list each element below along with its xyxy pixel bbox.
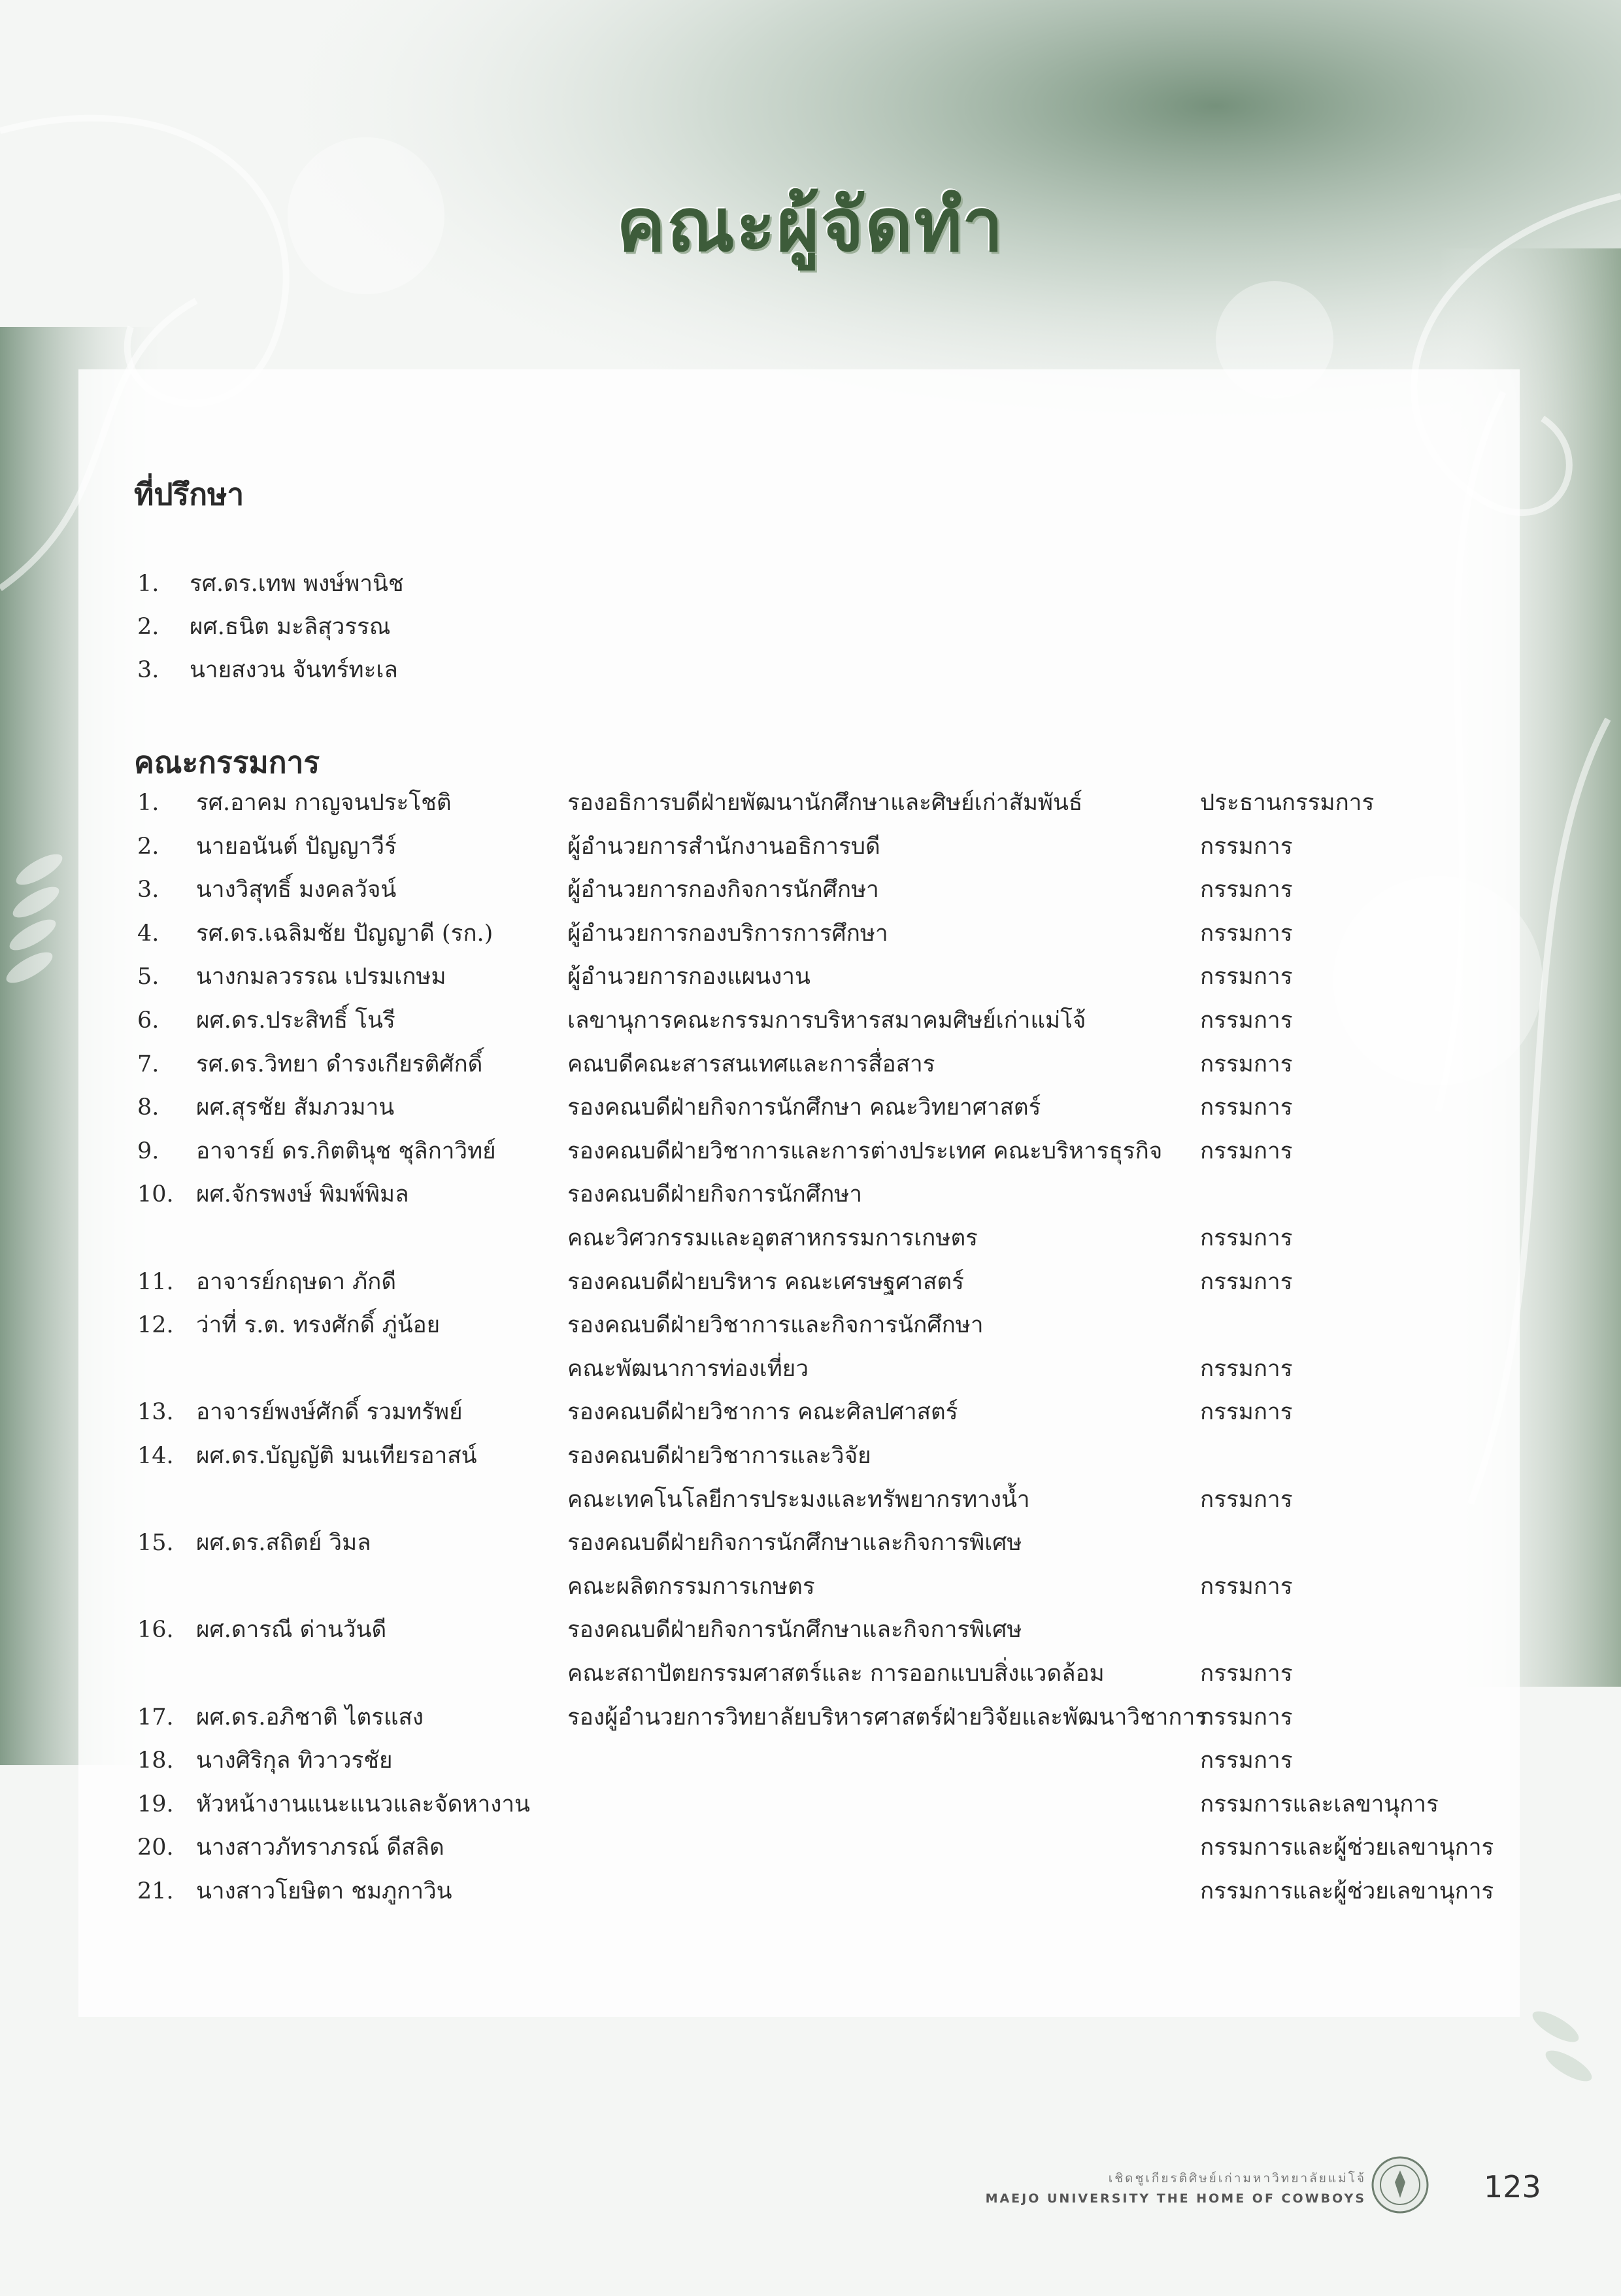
committee-role: กรรมการ <box>1200 1399 1293 1425</box>
committee-row <box>0 1260 1621 1304</box>
committee-name: นางสาวโยษิตา ชมภูกาวิน <box>196 1878 452 1904</box>
page-number: 123 <box>1484 2169 1541 2204</box>
committee-row <box>0 1304 1621 1347</box>
committee-position: รองคณบดีฝ่ายบริหาร คณะเศรษฐศาสตร์ <box>567 1269 964 1295</box>
committee-role: กรรมการ <box>1200 1747 1293 1774</box>
committee-role: กรรมการและผู้ช่วยเลขานุการ <box>1200 1878 1494 1904</box>
committee-number: 21. <box>137 1878 174 1904</box>
committee-role: กรรมการ <box>1200 1574 1293 1600</box>
advisor-name: รศ.ดร.เทพ พงษ์พานิช <box>190 571 404 597</box>
committee-row <box>0 1870 1621 1913</box>
committee-position: รองคณบดีฝ่ายกิจการนักศึกษาและกิจการพิเศษ <box>567 1530 1022 1556</box>
committee-row <box>0 1565 1621 1608</box>
committee-position: ผู้อำนวยการสำนักงานอธิการบดี <box>567 834 880 860</box>
committee-number: 14. <box>137 1443 174 1469</box>
committee-number: 11. <box>137 1269 174 1295</box>
committee-position: คณะผลิตกรรมการเกษตร <box>567 1574 815 1600</box>
advisor-number: 1. <box>137 571 159 597</box>
advisor-number: 3. <box>137 657 159 683</box>
committee-name: รศ.ดร.วิทยา ดำรงเกียรติศักดิ์ <box>196 1051 483 1077</box>
committee-role: กรรมการ <box>1200 1356 1293 1382</box>
committee-number: 5. <box>137 964 159 990</box>
committee-role: กรรมการ <box>1200 877 1293 903</box>
committee-number: 12. <box>137 1312 174 1338</box>
committee-row <box>0 1696 1621 1739</box>
committee-number: 9. <box>137 1138 159 1164</box>
committee-position: รองคณบดีฝ่ายวิชาการและการต่างประเทศ คณะบริหารธุรกิจ <box>567 1138 1163 1164</box>
committee-heading: คณะกรรมการ <box>134 745 320 780</box>
committee-name: ผศ.สุรชัย สัมภวมาน <box>196 1094 395 1121</box>
committee-role: กรรมการ <box>1200 1704 1293 1730</box>
committee-position: รองคณบดีฝ่ายกิจการนักศึกษา <box>567 1181 863 1207</box>
committee-number: 4. <box>137 920 159 947</box>
university-seal-icon <box>1371 2156 1429 2214</box>
committee-number: 8. <box>137 1094 159 1121</box>
committee-position: รองคณบดีฝ่ายวิชาการ คณะศิลปศาสตร์ <box>567 1399 958 1425</box>
committee-name: หัวหน้างานแนะแนวและจัดหางาน <box>196 1791 530 1817</box>
committee-position: ผู้อำนวยการกองแผนงาน <box>567 964 811 990</box>
advisor-item <box>0 562 1621 605</box>
committee-role: กรรมการ <box>1200 1094 1293 1121</box>
advisors-heading: ที่ปรึกษา <box>134 477 244 512</box>
committee-position: ผู้อำนวยการกองกิจการนักศึกษา <box>567 877 879 903</box>
committee-name: รศ.อาคม กาญจนประโชติ <box>196 790 452 816</box>
committee-position: รองคณบดีฝ่ายวิชาการและกิจการนักศึกษา <box>567 1312 984 1338</box>
committee-row <box>0 1739 1621 1782</box>
committee-name: อาจารย์ ดร.กิตตินุช ชุลิกาวิทย์ <box>196 1138 496 1164</box>
committee-name: นางวิสุทธิ์ มงคลวัจน์ <box>196 877 397 903</box>
committee-role: กรรมการ <box>1200 920 1293 947</box>
committee-number: 1. <box>137 790 159 816</box>
committee-position: เลขานุการคณะกรรมการบริหารสมาคมศิษย์เก่าแม่โจ้ <box>567 1007 1086 1034</box>
committee-name: รศ.ดร.เฉลิมชัย ปัญญาดี (รก.) <box>196 920 493 947</box>
advisor-item <box>0 605 1621 649</box>
committee-number: 6. <box>137 1007 159 1034</box>
committee-name: นางกมลวรรณ เปรมเกษม <box>196 964 446 990</box>
committee-number: 3. <box>137 877 159 903</box>
committee-name: ผศ.ดร.อภิชาติ ไตรแสง <box>196 1704 424 1730</box>
committee-row <box>0 1652 1621 1695</box>
committee-row <box>0 868 1621 911</box>
committee-name: ผศ.จักรพงษ์ พิมพ์พิมล <box>196 1181 409 1207</box>
committee-number: 19. <box>137 1791 174 1817</box>
committee-name: อาจารย์กฤษดา ภักดี <box>196 1269 397 1295</box>
committee-name: ว่าที่ ร.ต. ทรงศักดิ์ ภู่น้อย <box>196 1312 441 1338</box>
committee-row <box>0 1173 1621 1216</box>
committee-position: คณะวิศวกรรมและอุตสาหกรรมการเกษตร <box>567 1225 978 1251</box>
committee-number: 16. <box>137 1617 174 1643</box>
committee-position: รองอธิการบดีฝ่ายพัฒนานักศึกษาและศิษย์เก่าสัมพันธ์ <box>567 790 1083 816</box>
committee-role: กรรมการและเลขานุการ <box>1200 1791 1439 1817</box>
committee-number: 15. <box>137 1530 174 1556</box>
committee-row <box>0 1434 1621 1477</box>
committee-number: 7. <box>137 1051 159 1077</box>
committee-number: 2. <box>137 834 159 860</box>
advisor-name: นายสงวน จันทร์ทะเล <box>190 657 398 683</box>
committee-role: ประธานกรรมการ <box>1200 790 1375 816</box>
committee-number: 17. <box>137 1704 174 1730</box>
committee-role: กรรมการ <box>1200 1269 1293 1295</box>
committee-row <box>0 1347 1621 1391</box>
committee-row <box>0 1783 1621 1826</box>
committee-row <box>0 1608 1621 1651</box>
committee-position: รองผู้อำนวยการวิทยาลัยบริหารศาสตร์ฝ่ายวิจัยและพัฒนาวิชาการ <box>567 1704 1208 1730</box>
committee-role: กรรมการ <box>1200 1661 1293 1687</box>
committee-role: กรรมการ <box>1200 834 1293 860</box>
committee-row <box>0 825 1621 868</box>
committee-number: 13. <box>137 1399 174 1425</box>
committee-name: นายอนันต์ ปัญญาวีร์ <box>196 834 397 860</box>
committee-role: กรรมการ <box>1200 1138 1293 1164</box>
committee-name: อาจารย์พงษ์ศักดิ์ รวมทรัพย์ <box>196 1399 463 1425</box>
committee-row <box>0 999 1621 1042</box>
committee-number: 20. <box>137 1834 174 1861</box>
committee-position: ผู้อำนวยการกองบริการการศึกษา <box>567 920 888 947</box>
committee-position: คณะเทคโนโลยีการประมงและทรัพยากรทางน้ำ <box>567 1487 1030 1513</box>
advisor-item <box>0 649 1621 692</box>
committee-position: คณะสถาปัตยกรรมศาสตร์และ การออกแบบสิ่งแวดล้อม <box>567 1661 1105 1687</box>
committee-row <box>0 1521 1621 1564</box>
committee-position: รองคณบดีฝ่ายกิจการนักศึกษาและกิจการพิเศษ <box>567 1617 1022 1643</box>
committee-name: ผศ.ดร.ประสิทธิ์ โนรี <box>196 1007 395 1034</box>
committee-number: 10. <box>137 1181 174 1207</box>
committee-name: ผศ.ดร.สถิตย์ วิมล <box>196 1530 371 1556</box>
committee-row <box>0 1826 1621 1869</box>
committee-name: ผศ.ดร.บัญญัติ มนเทียรอาสน์ <box>196 1443 477 1469</box>
committee-row <box>0 1086 1621 1129</box>
committee-name: ผศ.ดารณี ด่านวันดี <box>196 1617 387 1643</box>
page-title: คณะผู้จัดทำ <box>616 183 1005 268</box>
committee-role: กรรมการ <box>1200 1051 1293 1077</box>
committee-role: กรรมการ <box>1200 1225 1293 1251</box>
advisor-number: 2. <box>137 614 159 640</box>
committee-name: นางสาวภัทราภรณ์ ดีสลิด <box>196 1834 444 1861</box>
committee-position: รองคณบดีฝ่ายกิจการนักศึกษา คณะวิทยาศาสตร์ <box>567 1094 1041 1121</box>
committee-row <box>0 1478 1621 1521</box>
footer-university: MAEJO UNIVERSITY THE HOME OF COWBOYS <box>985 2191 1366 2206</box>
committee-row <box>0 1391 1621 1434</box>
committee-row <box>0 955 1621 998</box>
committee-row <box>0 1043 1621 1086</box>
advisor-name: ผศ.ธนิต มะลิสุวรรณ <box>190 614 391 640</box>
committee-position: รองคณบดีฝ่ายวิชาการและวิจัย <box>567 1443 871 1469</box>
committee-role: กรรมการและผู้ช่วยเลขานุการ <box>1200 1834 1494 1861</box>
committee-row <box>0 912 1621 955</box>
committee-role: กรรมการ <box>1200 1487 1293 1513</box>
committee-role: กรรมการ <box>1200 1007 1293 1034</box>
committee-row <box>0 1217 1621 1260</box>
footer-slogan: เชิดชูเกียรติศิษย์เก่ามหาวิทยาลัยแม่โจ้ <box>1108 2171 1366 2186</box>
committee-position: คณบดีคณะสารสนเทศและการสื่อสาร <box>567 1051 935 1077</box>
committee-number: 18. <box>137 1747 174 1774</box>
committee-row <box>0 1130 1621 1173</box>
committee-name: นางศิริกุล ทิวาวรชัย <box>196 1747 393 1774</box>
committee-role: กรรมการ <box>1200 964 1293 990</box>
committee-row <box>0 781 1621 824</box>
committee-position: คณะพัฒนาการท่องเที่ยว <box>567 1356 809 1382</box>
